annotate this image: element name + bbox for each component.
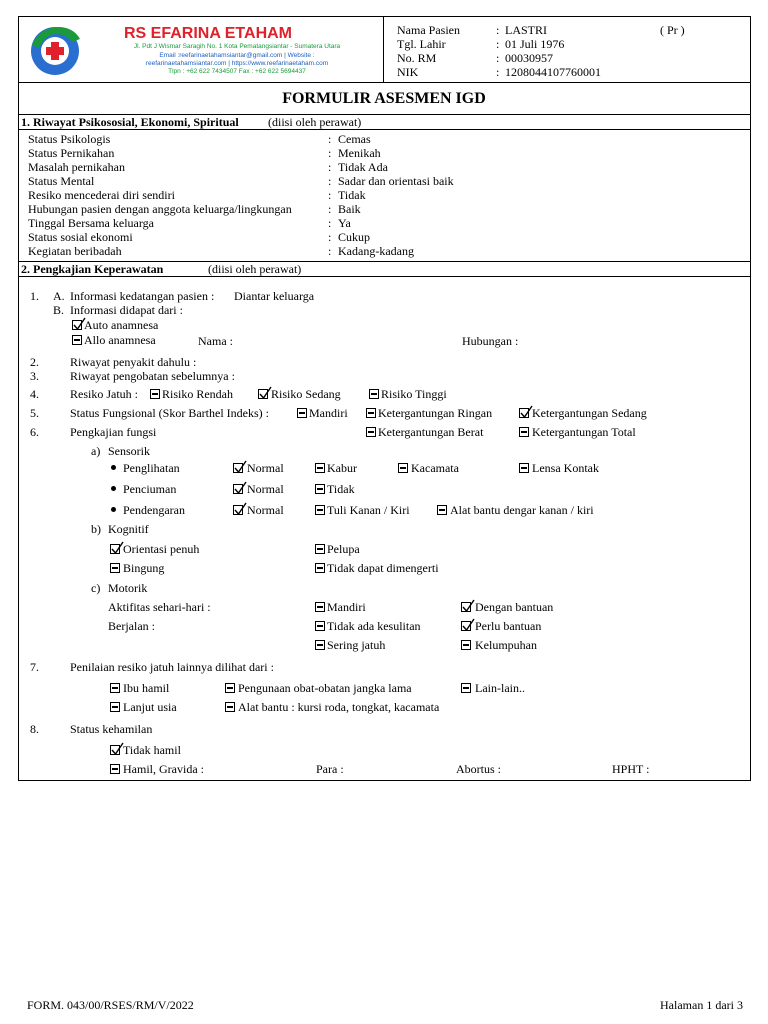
hospital-name: RS EFARINA ETAHAM xyxy=(124,25,292,42)
penciuman-tidak-label: Tidak xyxy=(327,482,355,496)
risk-low-label: Risiko Rendah xyxy=(162,387,233,401)
lanjut-usia-label: Lanjut usia xyxy=(123,700,177,714)
penciuman-tidak-checkbox[interactable] xyxy=(315,484,325,494)
kognitif-label: Kognitif xyxy=(108,522,149,536)
berjalan-label: Berjalan : xyxy=(108,619,155,633)
orientasi-checkbox[interactable] xyxy=(110,544,120,554)
patient-nik-label: NIK xyxy=(397,65,419,79)
sensorik-letter: a) xyxy=(91,444,101,458)
motorik-label: Motorik xyxy=(108,581,148,595)
patient-dob-value: 01 Juli 1976 xyxy=(505,37,565,51)
pendengaran-alat-checkbox[interactable] xyxy=(437,505,447,515)
alat-bantu-label: Alat bantu : kursi roda, tongkat, kacamata xyxy=(238,700,440,714)
section2-title-line xyxy=(18,276,750,277)
other-fall-risk-label: Penilaian resiko jatuh lainnya dilihat dari : xyxy=(70,660,274,674)
colon: : xyxy=(328,146,332,160)
checkmark-icon xyxy=(110,541,124,555)
risk-medium-label: Risiko Sedang xyxy=(271,387,341,401)
checkmark-icon xyxy=(233,481,247,495)
obat-jangka-lama-label: Pengunaan obat-obatan jangka lama xyxy=(238,681,412,695)
hamil-checkbox[interactable] xyxy=(110,764,120,774)
row-value: Cemas xyxy=(338,132,371,146)
allo-anamnesa-checkbox[interactable] xyxy=(72,335,82,345)
hamil-gravida-label: Hamil, Gravida : xyxy=(123,762,204,776)
motorik-mandiri-label: Mandiri xyxy=(327,600,366,614)
section2-note: (diisi oleh perawat) xyxy=(208,262,302,276)
kelumpuhan-label: Kelumpuhan xyxy=(475,638,537,652)
row-label: Masalah pernikahan xyxy=(28,160,125,174)
bullet-icon xyxy=(111,507,116,512)
colon: : xyxy=(496,37,500,51)
colon: : xyxy=(328,160,332,174)
pendengaran-label: Pendengaran xyxy=(123,503,185,517)
motorik-letter: c) xyxy=(91,581,101,595)
item2-number: 2. xyxy=(30,355,39,369)
penciuman-label: Penciuman xyxy=(123,482,177,496)
row-value: Sadar dan orientasi baik xyxy=(338,174,454,188)
lanjut-usia-checkbox[interactable] xyxy=(110,702,120,712)
hospital-email: Email :reefarinaetahamsiantar@gmail.com | Website : xyxy=(159,52,315,59)
colon: : xyxy=(328,188,332,202)
checkmark-icon xyxy=(461,599,475,613)
tidak-hamil-label: Tidak hamil xyxy=(123,743,181,757)
fs-berat-checkbox[interactable] xyxy=(366,427,376,437)
pelupa-label: Pelupa xyxy=(327,542,360,556)
lain-lain-checkbox[interactable] xyxy=(461,683,471,693)
row-value: Menikah xyxy=(338,146,381,160)
row-label: Status Psikologis xyxy=(28,132,111,146)
tidak-dimengerti-checkbox[interactable] xyxy=(315,563,325,573)
patient-name-value: LASTRI xyxy=(505,23,547,37)
penglihatan-kacamata-label: Kacamata xyxy=(411,461,459,475)
penglihatan-lensa-checkbox[interactable] xyxy=(519,463,529,473)
hospital-address: Jl. Pdt J Wismar Saragih No. 1 Kota Pematangsiantar - Sumatera Utara xyxy=(133,43,341,50)
info-source-label: Informasi didapat dari : xyxy=(70,303,183,317)
colon: : xyxy=(496,51,500,65)
sering-jatuh-label: Sering jatuh xyxy=(327,638,386,652)
kognitif-letter: b) xyxy=(91,522,101,536)
form-title: FORMULIR ASESMEN IGD xyxy=(282,90,486,107)
colon: : xyxy=(328,202,332,216)
penglihatan-label: Penglihatan xyxy=(123,461,180,475)
form-code: FORM. 043/00/RSES/RM/V/2022 xyxy=(27,998,194,1012)
colon: : xyxy=(496,23,500,37)
item5-number: 5. xyxy=(30,406,39,420)
medical-history-label: Riwayat penyakit dahulu : xyxy=(70,355,197,369)
auto-anamnesa-checkbox[interactable] xyxy=(72,320,82,330)
penglihatan-kacamata-checkbox[interactable] xyxy=(398,463,408,473)
penglihatan-lensa-label: Lensa Kontak xyxy=(532,461,599,475)
jalan-perlu-bantuan-checkbox[interactable] xyxy=(461,621,471,631)
hospital-phone: Tlpn : +62 622 7434507 Fax : +62 622 5694437 xyxy=(168,68,306,75)
colon: : xyxy=(328,132,332,146)
item3-number: 3. xyxy=(30,369,39,383)
hospital-logo xyxy=(26,21,86,82)
jalan-tidak-kesulitan-label: Tidak ada kesulitan xyxy=(327,619,421,633)
tidak-dimengerti-label: Tidak dapat dimengerti xyxy=(327,561,439,575)
abortus-label: Abortus : xyxy=(456,762,501,776)
page-indicator: Halaman 1 dari 3 xyxy=(660,998,743,1012)
penglihatan-normal-label: Normal xyxy=(247,461,284,475)
pendengaran-alat-label: Alat bantu dengar kanan / kiri xyxy=(450,503,594,517)
hpht-label: HPHT : xyxy=(612,762,650,776)
bingung-label: Bingung xyxy=(123,561,165,575)
fs-ringan-checkbox[interactable] xyxy=(366,408,376,418)
fs-total-checkbox[interactable] xyxy=(519,427,529,437)
item6-number: 6. xyxy=(30,425,39,439)
header-bottom-line xyxy=(18,82,750,83)
row-label: Status Pernikahan xyxy=(28,146,115,160)
fs-mandiri-checkbox[interactable] xyxy=(297,408,307,418)
penciuman-normal-checkbox[interactable] xyxy=(233,484,243,494)
checkmark-icon xyxy=(110,742,124,756)
lain-lain-label: Lain-lain.. xyxy=(475,681,525,695)
pendengaran-normal-checkbox[interactable] xyxy=(233,505,243,515)
item4-number: 4. xyxy=(30,387,39,401)
row-value: Cukup xyxy=(338,230,371,244)
item1-b-letter: B. xyxy=(53,303,65,317)
checkmark-icon xyxy=(233,460,247,474)
functional-status-label: Status Fungsional (Skor Barthel Indeks) : xyxy=(70,406,269,420)
item1-a-letter: A. xyxy=(53,289,65,303)
row-value: Tidak xyxy=(338,188,366,202)
colon: : xyxy=(328,216,332,230)
section1-title-line xyxy=(18,129,750,130)
row-label: Resiko mencederai diri sendiri xyxy=(28,188,175,202)
header-divider xyxy=(383,16,384,82)
penglihatan-kabur-checkbox[interactable] xyxy=(315,463,325,473)
bullet-icon xyxy=(111,486,116,491)
kelumpuhan-checkbox[interactable] xyxy=(461,640,471,650)
auto-anamnesa-label: Auto anamnesa xyxy=(84,318,159,332)
patient-dob-label: Tgl. Lahir xyxy=(397,37,446,51)
medication-history-label: Riwayat pengobatan sebelumnya : xyxy=(70,369,235,383)
arrival-info-value: Diantar keluarga xyxy=(234,289,315,303)
bullet-icon xyxy=(111,465,116,470)
section1-note: (diisi oleh perawat) xyxy=(268,115,362,129)
row-label: Kegiatan beribadah xyxy=(28,244,122,258)
alat-bantu-checkbox[interactable] xyxy=(225,702,235,712)
row-value: Tidak Ada xyxy=(338,160,388,174)
risk-high-checkbox[interactable] xyxy=(369,389,379,399)
checkmark-icon xyxy=(519,405,533,419)
risk-low-checkbox[interactable] xyxy=(150,389,160,399)
risk-high-label: Risiko Tinggi xyxy=(381,387,447,401)
row-value: Kadang-kadang xyxy=(338,244,414,258)
row-label: Hubungan pasien dengan anggota keluarga/lingkungan xyxy=(28,202,292,216)
hospital-website: reefarinaetahamsiantar.com | https://www.reefarinaetaham.com xyxy=(145,60,329,67)
pendengaran-tuli-checkbox[interactable] xyxy=(315,505,325,515)
motorik-mandiri-checkbox[interactable] xyxy=(315,602,325,612)
colon: : xyxy=(328,174,332,188)
hubungan-label: Hubungan : xyxy=(462,334,519,348)
orientasi-label: Orientasi penuh xyxy=(123,542,200,556)
row-value: Ya xyxy=(338,216,351,230)
row-value: Baik xyxy=(338,202,361,216)
motorik-bantuan-checkbox[interactable] xyxy=(461,602,471,612)
item8-number: 8. xyxy=(30,722,39,736)
patient-rm-value: 00030957 xyxy=(505,51,553,65)
item1-number: 1. xyxy=(30,289,39,303)
colon: : xyxy=(496,65,500,79)
risk-medium-checkbox[interactable] xyxy=(258,389,268,399)
fs-berat-label: Ketergantungan Berat xyxy=(378,425,484,439)
sensorik-label: Sensorik xyxy=(108,444,150,458)
jalan-tidak-kesulitan-checkbox[interactable] xyxy=(315,621,325,631)
section2-title: 2. Pengkajian Keperawatan xyxy=(21,262,164,276)
colon: : xyxy=(328,244,332,258)
pendengaran-tuli-label: Tuli Kanan / Kiri xyxy=(327,503,410,517)
pelupa-checkbox[interactable] xyxy=(315,544,325,554)
arrival-info-label: Informasi kedatangan pasien : xyxy=(70,289,215,303)
fs-ringan-label: Ketergantungan Ringan xyxy=(378,406,493,420)
pendengaran-normal-label: Normal xyxy=(247,503,284,517)
motorik-bantuan-label: Dengan bantuan xyxy=(475,600,554,614)
fs-total-label: Ketergantungan Total xyxy=(532,425,636,439)
colon: : xyxy=(328,230,332,244)
allo-anamnesa-label: Allo anamnesa xyxy=(84,333,156,347)
penciuman-normal-label: Normal xyxy=(247,482,284,496)
fall-risk-label: Resiko Jatuh : xyxy=(70,387,138,401)
nama-label: Nama : xyxy=(198,334,233,348)
item7-number: 7. xyxy=(30,660,39,674)
row-label: Status Mental xyxy=(28,174,95,188)
penglihatan-kabur-label: Kabur xyxy=(327,461,357,475)
function-assessment-label: Pengkajian fungsi xyxy=(70,425,157,439)
checkmark-icon xyxy=(461,618,475,632)
tidak-hamil-checkbox[interactable] xyxy=(110,745,120,755)
sering-jatuh-checkbox[interactable] xyxy=(315,640,325,650)
checkmark-icon xyxy=(233,502,247,516)
patient-nik-value: 1208044107760001 xyxy=(505,65,601,79)
checkmark-icon xyxy=(258,386,272,400)
ibu-hamil-label: Ibu hamil xyxy=(123,681,170,695)
row-label: Tinggal Bersama keluarga xyxy=(28,216,154,230)
aktifitas-label: Aktifitas sehari-hari : xyxy=(108,600,211,614)
pregnancy-status-label: Status kehamilan xyxy=(70,722,153,736)
patient-rm-label: No. RM xyxy=(397,51,437,65)
obat-jangka-lama-checkbox[interactable] xyxy=(225,683,235,693)
patient-gender: ( Pr ) xyxy=(660,23,685,37)
section1-title: 1. Riwayat Psikososial, Ekonomi, Spiritual xyxy=(21,115,239,129)
bingung-checkbox[interactable] xyxy=(110,563,120,573)
patient-name-label: Nama Pasien xyxy=(397,23,460,37)
para-label: Para : xyxy=(316,762,344,776)
fs-sedang-label: Ketergantungan Sedang xyxy=(532,406,647,420)
row-label: Status sosial ekonomi xyxy=(28,230,133,244)
jalan-perlu-bantuan-label: Perlu bantuan xyxy=(475,619,542,633)
ibu-hamil-checkbox[interactable] xyxy=(110,683,120,693)
penglihatan-normal-checkbox[interactable] xyxy=(233,463,243,473)
fs-sedang-checkbox[interactable] xyxy=(519,408,529,418)
fs-mandiri-label: Mandiri xyxy=(309,406,348,420)
